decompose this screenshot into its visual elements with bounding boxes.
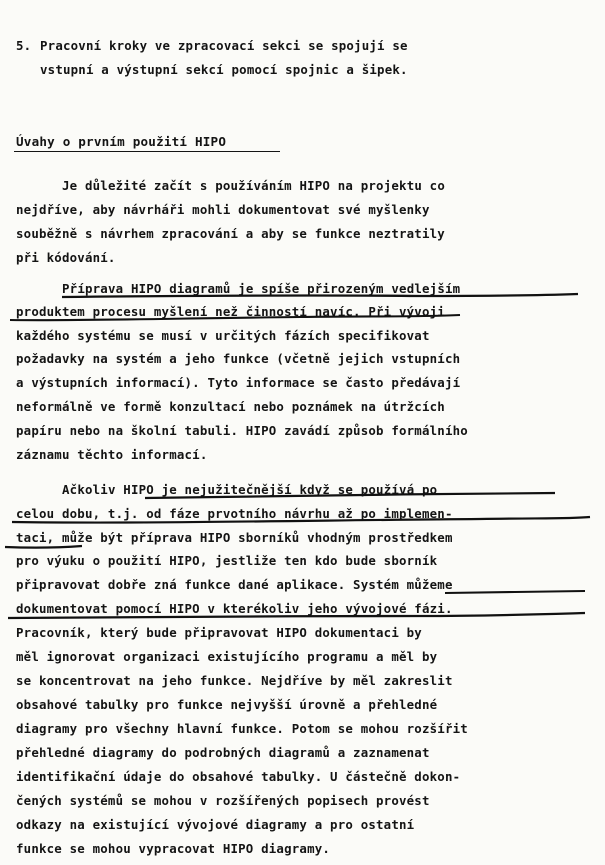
- para-3-line-6: dokumentovat pomocí HIPO v kterékoliv jeho vývojové fázi.: [16, 601, 453, 616]
- para-3-line-12: přehledné diagramy do podrobných diagramů a zaznamenat: [16, 745, 430, 760]
- para-3-line-3: taci, může být příprava HIPO sborníků vhodným prostředkem: [16, 530, 453, 545]
- para-3-line-16: funkce se mohou vypracovat HIPO diagramy.: [16, 841, 331, 856]
- para-3-line-5: připravovat dobře zná funkce dané aplikace. Systém můžeme: [16, 577, 453, 592]
- para-3-line-13: identifikační údaje do obsahové tabulky. U částečně dokon-: [16, 769, 461, 784]
- para-1-line-1: Je důležité začít s používáním HIPO na projektu co: [62, 178, 445, 193]
- para-2-line-7: papíru nebo na školní tabuli. HIPO zavádí způsob formálního: [16, 423, 468, 438]
- item-5-number: 5.: [16, 38, 32, 53]
- para-3-line-15: odkazy na existující vývojové diagramy a pro ostatní: [16, 817, 415, 832]
- para-1-line-4: při kódování.: [16, 250, 116, 265]
- para-2-line-5: a výstupních informací). Tyto informace se často předávají: [16, 375, 461, 390]
- underline-stroke-5: [5, 546, 82, 548]
- item-5-line-2: vstupní a výstupní sekcí pomocí spojnic a šipek.: [40, 62, 408, 77]
- para-2-line-3: každého systému se musí v určitých fázích specifikovat: [16, 328, 430, 343]
- section-heading: Úvahy o prvním použití HIPO: [16, 134, 227, 149]
- para-3-line-2: celou dobu, t.j. od fáze prvotního návrhu až po implemen-: [16, 506, 453, 521]
- para-3-line-11: diagramy pro všechny hlavní funkce. Potom se mohou rozšířit: [16, 721, 468, 736]
- para-2-line-8: záznamu těchto informací.: [16, 447, 208, 462]
- para-2-line-2: produktem procesu myšlení než činností navíc. Při vývoji: [16, 304, 445, 319]
- para-3-line-4: pro výuku o použití HIPO, jestliže ten kdo bude sborník: [16, 553, 438, 568]
- para-3-line-14: čených systémů se mohou v rozšířených popisech provést: [16, 793, 430, 808]
- para-3-line-1: Ačkoliv HIPO je nejužitečnější když se používá po: [62, 482, 438, 497]
- underline-stroke-6: [445, 591, 585, 593]
- item-5-line-1: Pracovní kroky ve zpracovací sekci se spojují se: [40, 38, 408, 53]
- para-3-line-10: obsahové tabulky pro funkce nejvyšší úrovně a přehledné: [16, 697, 438, 712]
- para-3-line-8: měl ignorovat organizaci existujícího programu a měl by: [16, 649, 438, 664]
- para-1-line-2: nejdříve, aby návrháři mohli dokumentovat své myšlenky: [16, 202, 430, 217]
- para-2-line-1: Příprava HIPO diagramů je spíše přirozeným vedlejším: [62, 281, 461, 296]
- para-3-line-7: Pracovník, který bude připravovat HIPO dokumentaci by: [16, 625, 422, 640]
- para-2-line-4: požadavky na systém a jeho funkce (včetně jejich vstupních: [16, 351, 461, 366]
- para-1-line-3: souběžně s návrhem zpracování a aby se funkce neztratily: [16, 226, 445, 241]
- heading-underline: [14, 151, 280, 152]
- para-3-line-9: se koncentrovat na jeho funkce. Nejdříve by měl zakreslit: [16, 673, 453, 688]
- para-2-line-6: neformálně ve formě konzultací nebo poznámek na útržcích: [16, 399, 445, 414]
